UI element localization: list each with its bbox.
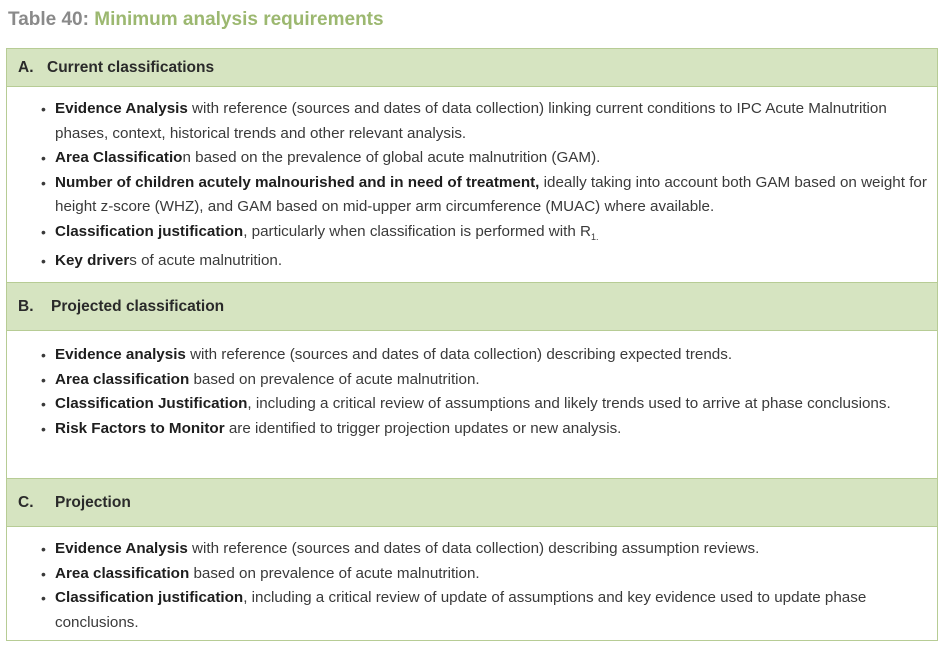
section-b-header — [7, 283, 937, 331]
list-item: • Area Classification based on the prevalence of global acute malnutrition (GAM). — [41, 149, 601, 166]
list-item: • Classification justification, particularly when classification is performed with $R_{1.}$ — [41, 222, 599, 242]
list-item: • Number of children acutely malnourished and in need of treatment, ideally taking into account both GAM based on weight for height z-score (WHZ), and GAM based on mid-upper arm circumference (MUAC) where available. — [41, 173, 927, 215]
section-a-letter: A. — [18, 58, 34, 76]
section-c-letter: C. — [18, 493, 34, 511]
table-title — [8, 8, 384, 32]
list-item: • Evidence Analysis with reference (sources and dates of data collection) linking current conditions to IPC Acute Malnutrition phases, context, historical trends and other relevant analysis. — [41, 100, 887, 142]
section-b-heading: Projected classification — [51, 297, 225, 315]
list-item: • Area classification based on prevalence of acute malnutrition. — [41, 370, 480, 388]
section-a-header — [7, 49, 937, 87]
section-a-list — [33, 97, 927, 274]
table-number: Table 40: — [8, 9, 89, 30]
section-c-list — [33, 537, 927, 635]
list-item: • Evidence Analysis with reference (sources and dates of data collection) describing assumption reviews. — [41, 540, 760, 557]
section-c-body — [7, 527, 937, 640]
list-item: • Risk Factors to Monitor are identified to trigger projection updates or new analysis. — [41, 419, 622, 437]
table-title-text: Minimum analysis requirements — [94, 9, 384, 30]
section-c-header — [7, 479, 937, 527]
section-a-heading: Current classifications — [47, 58, 215, 76]
list-item: • Evidence analysis with reference (sources and dates of data collection) describing expected trends. — [41, 346, 733, 363]
section-c-heading: Projection — [55, 493, 131, 511]
list-item: • Classification justification, including a critical review of update of assumptions and key evidence used to update phase conclusions. — [41, 589, 867, 631]
list-item: • Area classification based on prevalence of acute malnutrition. — [41, 564, 480, 582]
section-a-body — [7, 87, 937, 283]
list-item: • Classification Justification, including a critical review of assumptions and likely trends used to arrive at phase conclusions. — [41, 395, 891, 412]
requirements-table — [6, 48, 938, 641]
section-b-list — [33, 343, 927, 441]
section-b-body — [7, 331, 937, 479]
list-item: • Key drivers of acute malnutrition. — [41, 252, 283, 270]
section-b-letter: B. — [18, 297, 34, 315]
